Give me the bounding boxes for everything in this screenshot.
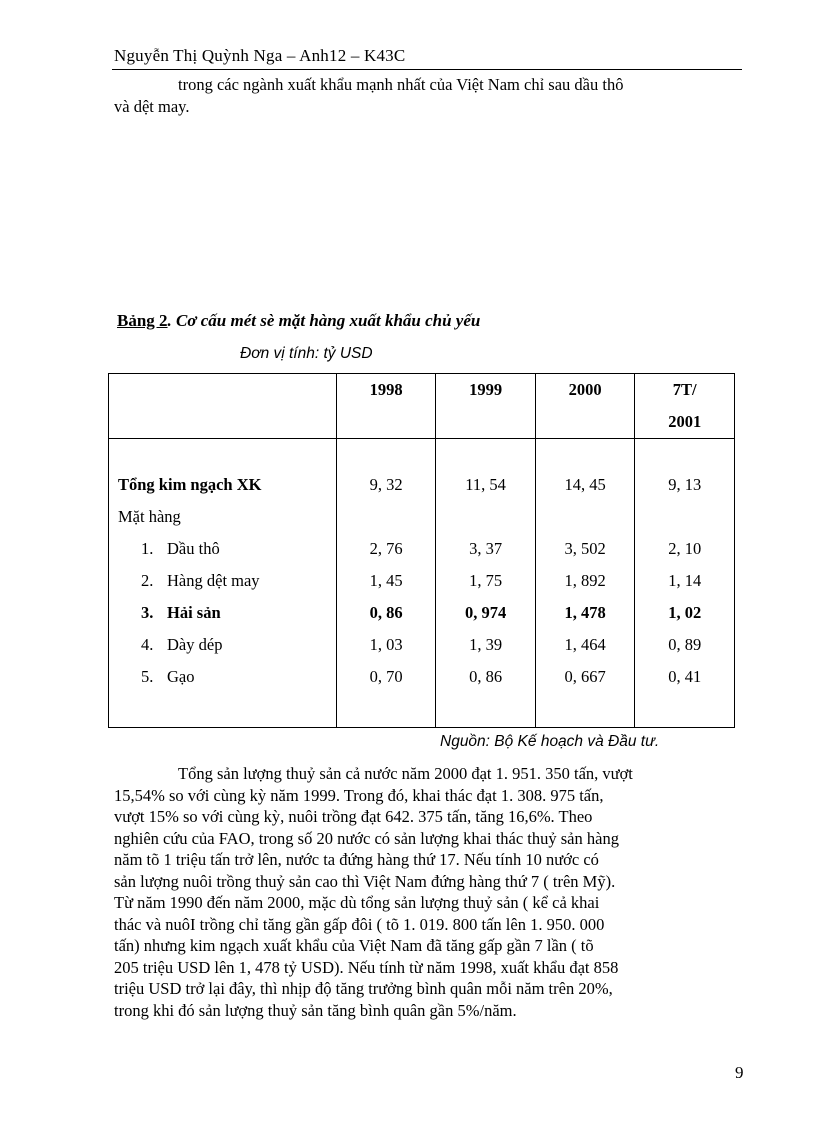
value-rice-7t-2001: 0, 41: [668, 667, 702, 686]
value-crude-oil-7t-2001: 2, 10: [668, 539, 702, 558]
column-7t-2001-cell: [635, 439, 735, 728]
paragraph-line: 15,54% so với cùng kỳ năm 1999. Trong đó, khai thác đạt 1. 308. 975 tấn,: [114, 785, 604, 805]
table-source: Nguồn: Bộ Kế hoạch và Đầu tư.: [440, 733, 660, 750]
item-name: Hải sản: [167, 603, 221, 622]
value-footwear-1998: 1, 03: [369, 635, 403, 654]
table-caption-sep: .: [167, 311, 177, 330]
table-caption-title: Cơ cấu mét sè mặt hàng xuất khẩu chủ yếu: [176, 311, 481, 330]
column-1998-cell: [336, 439, 436, 728]
group-label: Mặt hàng: [118, 507, 181, 526]
paragraph-line: triệu USD trở lại đây, thì nhịp độ tăng trưởng bình quân mỗi năm trên 20%,: [114, 979, 613, 998]
item-name: Dầu thô: [167, 539, 220, 558]
item-number: 4.: [141, 635, 154, 654]
intro-line: trong các ngành xuất khẩu mạnh nhất của Việt Nam chỉ sau dầu thô: [178, 75, 624, 94]
paragraph-line: trong khi đó sản lượng thuỷ sản tăng bình quân gần 5%/năm.: [114, 1000, 517, 1020]
item-number: 3.: [141, 603, 154, 622]
value-spacer: [337, 501, 436, 533]
value-seafood-1999: 0, 974: [464, 603, 507, 622]
header-cell-1998: 1998: [336, 374, 436, 439]
value-rice-1998: 0, 70: [369, 667, 403, 686]
page-number: 9: [735, 1063, 744, 1082]
value-footwear-2000: 1, 464: [564, 635, 606, 654]
table-caption: [117, 311, 480, 331]
item-number: 5.: [141, 667, 154, 686]
intro-line: và dệt may.: [114, 97, 190, 116]
header-cell-empty: [109, 374, 337, 439]
paragraph-line: thác và nuôI trồng chỉ tăng gần gấp đôi ( tõ 1. 019. 800 tấn lên 1. 950. 000: [114, 914, 605, 934]
export-structure-table: [108, 373, 735, 728]
item-label-seafood: [109, 597, 336, 629]
item-name: Dày dép: [167, 635, 223, 654]
item-name: Gạo: [167, 667, 195, 686]
intro-paragraph: [114, 74, 710, 118]
value-textiles-2000: 1, 892: [564, 571, 606, 590]
header-rule: [112, 69, 742, 70]
table-unit: Đơn vị tính: tỷ USD: [240, 345, 373, 362]
value-spacer: [436, 501, 535, 533]
value-seafood-7t-2001: 1, 02: [668, 603, 702, 622]
value-total-1999: 11, 54: [465, 475, 506, 494]
value-seafood-2000: 1, 478: [564, 603, 606, 622]
paragraph-line: vượt 15% so với cùng kỳ, nuôi trồng đạt 642. 375 tấn, tăng 16,6%. Theo: [114, 807, 593, 826]
column-1999-cell: [436, 439, 536, 728]
item-label-textiles: [109, 565, 336, 597]
value-crude-oil-2000: 3, 502: [564, 539, 606, 558]
paragraph-line: sản lượng nuôi trồng thuỷ sản cao thì Việt Nam đứng hàng thứ 7 ( trên Mỹ).: [114, 871, 616, 891]
item-name: Hàng dệt may: [167, 571, 260, 590]
paragraph-line: Tổng sản lượng thuỷ sản cả nước năm 2000 đạt 1. 951. 350 tấn, vượt: [178, 764, 633, 783]
paragraph-line: nghiên cứu của FAO, trong số 20 nước có sản lượng khai thác thuỷ sản hàng: [114, 828, 619, 848]
value-crude-oil-1998: 2, 76: [369, 539, 403, 558]
value-spacer: [635, 501, 734, 533]
value-textiles-7t-2001: 1, 14: [668, 571, 702, 590]
value-total-1998: 9, 32: [369, 475, 403, 494]
value-textiles-1999: 1, 75: [469, 571, 503, 590]
page-header: Nguyễn Thị Quỳnh Nga – Anh12 – K43C: [114, 46, 406, 65]
value-footwear-1999: 1, 39: [469, 635, 503, 654]
value-rice-2000: 0, 667: [564, 667, 606, 686]
paragraph-line: năm tõ 1 triệu tấn trở lên, nước ta đứng hàng thứ 17. Nếu tính 10 nước có: [114, 850, 599, 869]
paragraph-line: Từ năm 1990 đến năm 2000, mặc dù tổng sản lượng thuỷ sản ( kể cả khai: [114, 893, 600, 912]
header-2001-label: 2001: [668, 412, 702, 431]
column-2000-cell: [535, 439, 635, 728]
table-caption-label: Bảng 2: [117, 311, 168, 330]
item-number: 2.: [141, 571, 154, 590]
value-total-2000: 14, 45: [564, 475, 606, 494]
row-labels-cell: [109, 439, 337, 728]
body-paragraph: [114, 763, 710, 1021]
value-rice-1999: 0, 86: [469, 667, 503, 686]
paragraph-line: 205 triệu USD lên 1, 478 tỷ USD). Nếu tính từ năm 1998, xuất khẩu đạt 858: [114, 957, 619, 977]
header-cell-1999: 1999: [436, 374, 536, 439]
value-textiles-1998: 1, 45: [369, 571, 403, 590]
item-label-footwear: [109, 629, 336, 661]
value-seafood-1998: 0, 86: [369, 603, 403, 622]
header-cell-7t-2001: [635, 374, 735, 439]
header-cell-2000: 2000: [535, 374, 635, 439]
value-crude-oil-1999: 3, 37: [469, 539, 503, 558]
item-label-rice: [109, 661, 336, 693]
total-label: Tổng kim ngạch XK: [118, 475, 262, 494]
value-total-7t-2001: 9, 13: [668, 475, 702, 494]
item-label-crude-oil: [109, 533, 336, 565]
table-body-row: [109, 439, 735, 728]
item-number: 1.: [141, 539, 154, 558]
table-header-row: [109, 374, 735, 439]
header-7t-label: 7T/: [672, 380, 697, 399]
value-spacer: [536, 501, 635, 533]
value-footwear-7t-2001: 0, 89: [668, 635, 702, 654]
paragraph-line: tấn) nhưng kim ngạch xuất khẩu của Việt Nam đã tăng gấp gần 7 lần ( tõ: [114, 936, 594, 955]
